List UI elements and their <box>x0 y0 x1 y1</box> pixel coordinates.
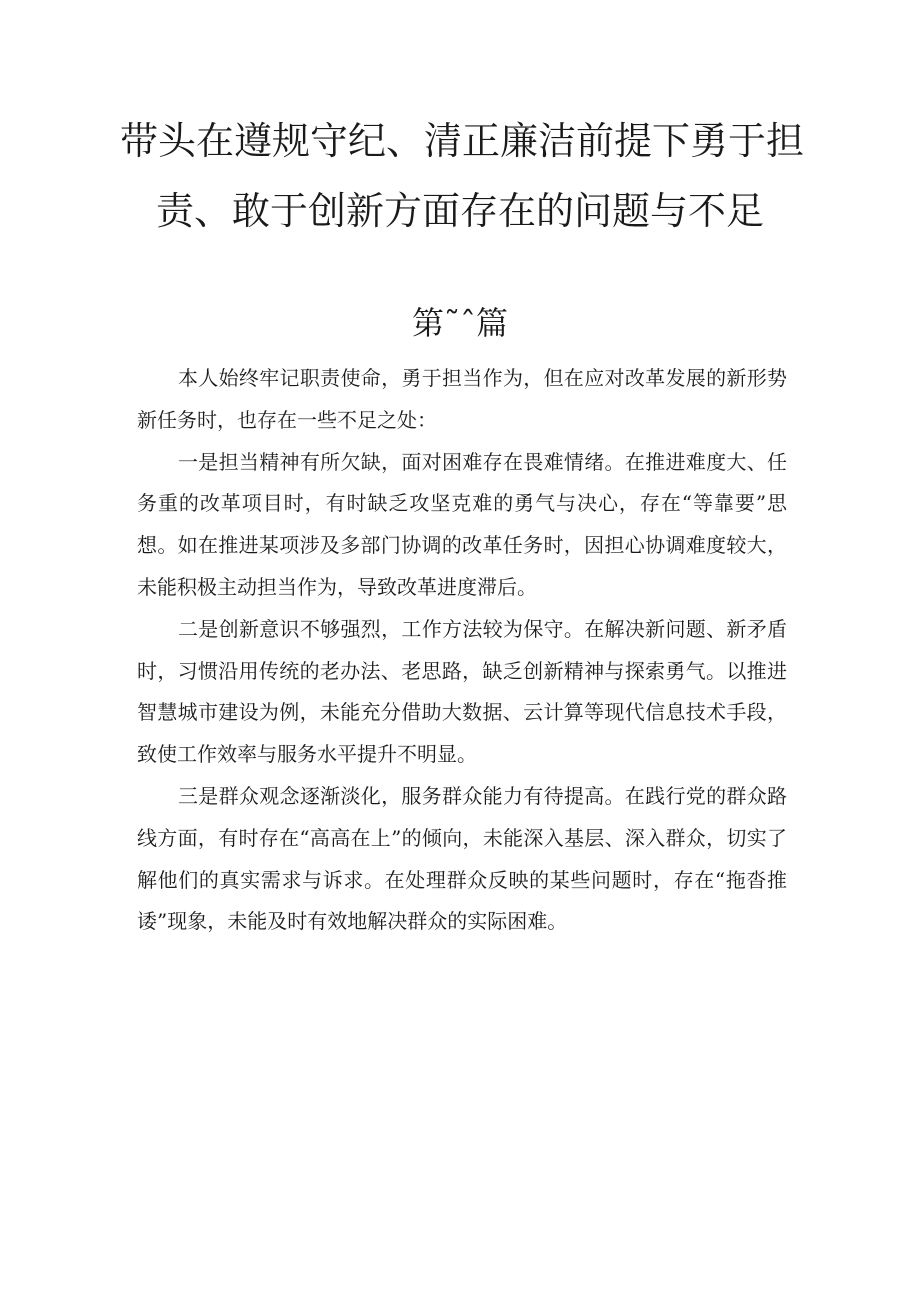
paragraph-point-3: 三是群众观念逐渐淡化，服务群众能力有待提高。在践行党的群众路线方面，有时存在“高高在上”的倾向，未能深入基层、深入群众，切实了解他们的真实需求与诉求。在处理群众反映的某些问题时，存在“拖沓推诿”现象，未能及时有效地解决群众的实际困难。 <box>137 783 787 934</box>
paragraph-point-2: 二是创新意识不够强烈，工作方法较为保守。在解决新问题、新矛盾时，习惯沿用传统的老办法、老思路，缺乏创新精神与探索勇气。以推进智慧城市建设为例，未能充分借助大数据、云计算等现代信息技术手段，致使工作效率与服务水平提升不明显。 <box>137 616 787 767</box>
document-title-line-2: 责、敢于创新方面存在的问题与不足 <box>155 189 764 233</box>
paragraph-point-1: 一是担当精神有所欠缺，面对困难存在畏难情绪。在推进难度大、任务重的改革项目时，有时缺乏攻坚克难的勇气与决心，存在“等靠要”思想。如在推进某项涉及多部门协调的改革任务时，因担心协调难度较大，未能积极主动担当作为，导致改革进度滞后。 <box>137 449 787 599</box>
section-heading: 第˜ˆ篇 <box>411 304 508 342</box>
document-title <box>120 106 805 246</box>
document-body <box>137 358 787 943</box>
paragraph-intro: 本人始终牢记职责使命，勇于担当作为，但在应对改革发展的新形势新任务时，也存在一些不足之处： <box>137 366 787 432</box>
document-title-line-1: 带头在遵规守纪、清正廉洁前提下勇于担 <box>120 119 805 163</box>
